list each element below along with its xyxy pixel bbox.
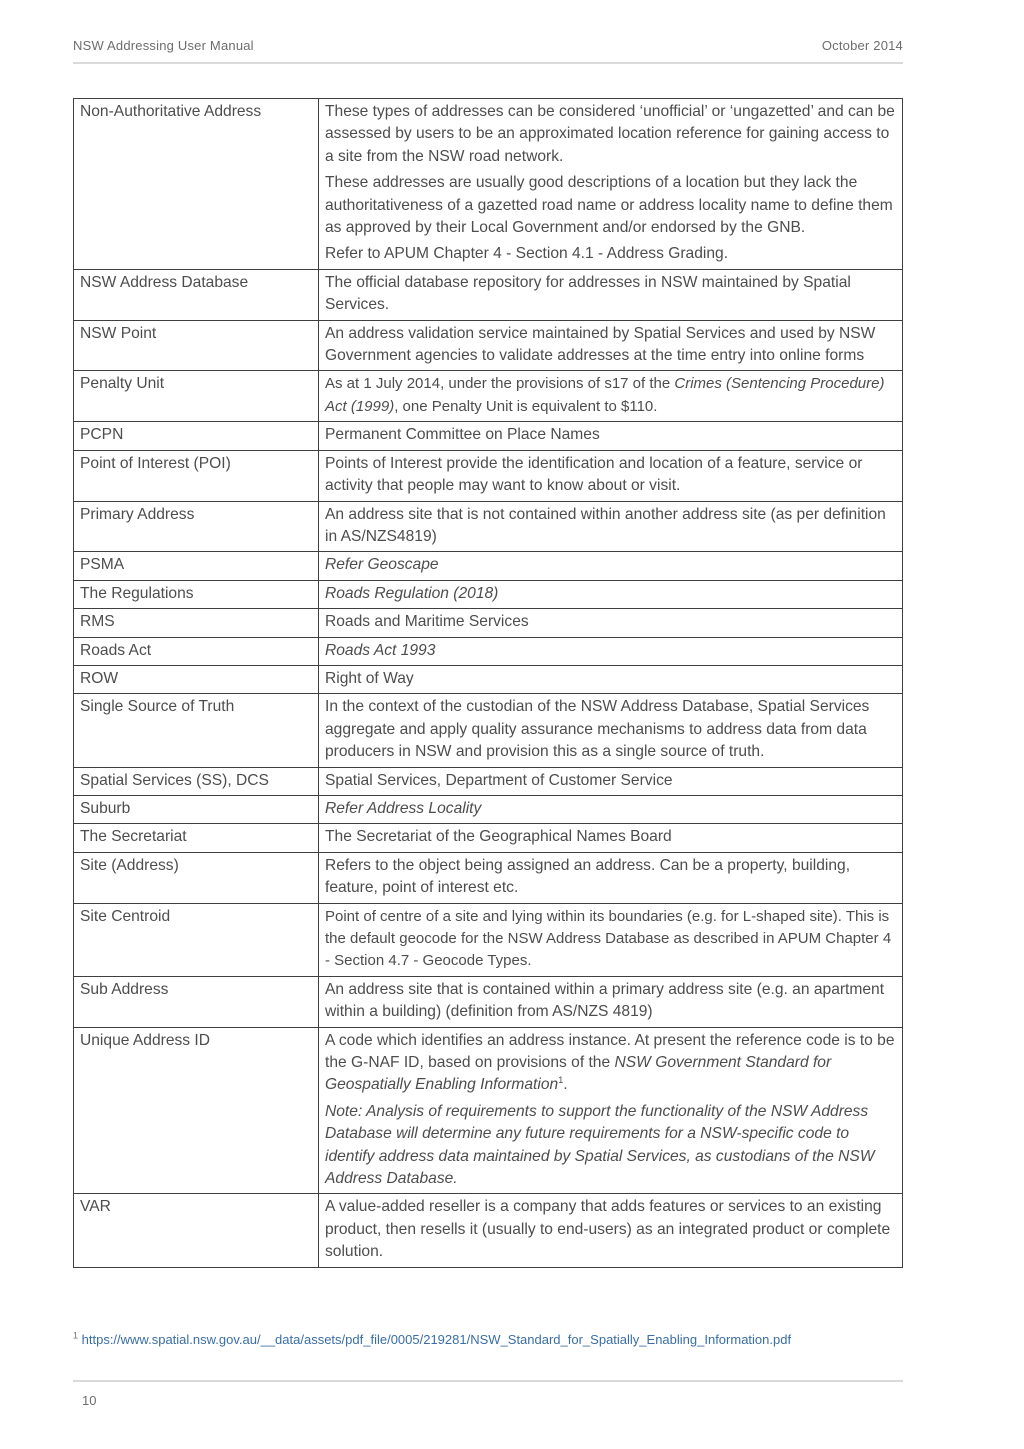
term-cell: Suburb <box>74 795 319 823</box>
term-cell: Single Source of Truth <box>74 694 319 767</box>
table-row <box>74 609 903 637</box>
definition-cell: Spatial Services, Department of Customer Service <box>319 767 903 795</box>
definition-text: As at 1 July 2014, under the provisions of s17 of the <box>325 375 675 393</box>
standard-title: NSW Government Standard for Geospatially Enabling Information <box>325 1054 832 1094</box>
definition-cell <box>319 371 903 422</box>
table-row <box>74 637 903 665</box>
term-cell: Unique Address ID <box>74 1027 319 1194</box>
act-title: Crimes (Sentencing Procedure) Act (1999) <box>325 375 885 415</box>
table-row <box>74 552 903 580</box>
term-cell: Primary Address <box>74 501 319 552</box>
term-cell: PSMA <box>74 552 319 580</box>
definition-cell: An address validation service maintained by Spatial Services and used by NSW Government agencies to validate addresses at the time entry into online forms <box>319 320 903 371</box>
definition-cell: Roads Act 1993 <box>319 637 903 665</box>
definition-paragraph: These types of addresses can be considered ‘unofficial’ or ‘ungazetted’ and can be assessed by users to be an approximated location reference for gaining access to a site from the NSW road network. <box>325 103 895 165</box>
table-row <box>74 903 903 976</box>
table-row <box>74 269 903 320</box>
page-header <box>73 38 903 64</box>
definition-cell: A value-added reseller is a company that adds features or services to an existing product, then resells it (usually to end-users) as an integrated product or complete solution. <box>319 1194 903 1267</box>
term-cell: Spatial Services (SS), DCS <box>74 767 319 795</box>
definition-text: , one Penalty Unit is equivalent to $110. <box>394 397 658 415</box>
definition-cell: Refers to the object being assigned an address. Can be a property, building, feature, point of interest etc. <box>319 852 903 903</box>
definition-paragraph <box>325 1030 896 1097</box>
table-row <box>74 852 903 903</box>
footnote-marker: 1 <box>558 1075 564 1086</box>
table-row <box>74 665 903 693</box>
table-row <box>74 795 903 823</box>
table-row <box>74 767 903 795</box>
footnote <box>73 1332 791 1347</box>
term-cell: ROW <box>74 665 319 693</box>
term-cell: Roads Act <box>74 637 319 665</box>
term-cell: Penalty Unit <box>74 371 319 422</box>
table-row <box>74 450 903 501</box>
table-row <box>74 371 903 422</box>
footer-divider <box>73 1380 903 1382</box>
definition-cell: Point of centre of a site and lying within its boundaries (e.g. for L-shaped site). This is the default geocode for the NSW Address Database as described in APUM Chapter 4 - Section 4.7 - Geocode Types. <box>319 903 903 976</box>
table-row <box>74 1027 903 1194</box>
document-title: NSW Addressing User Manual <box>73 38 254 53</box>
definition-cell: Roads and Maritime Services <box>319 609 903 637</box>
definition-cell: The Secretariat of the Geographical Names Board <box>319 824 903 852</box>
term-cell: Point of Interest (POI) <box>74 450 319 501</box>
footnote-marker: 1 <box>73 1330 79 1341</box>
definition-cell: An address site that is not contained within another address site (as per definition in AS/NZS4819) <box>319 501 903 552</box>
term-cell: NSW Address Database <box>74 269 319 320</box>
table-row <box>74 824 903 852</box>
term-cell: Site (Address) <box>74 852 319 903</box>
definition-text: . <box>563 1076 568 1094</box>
page-number: 10 <box>82 1393 97 1408</box>
table-row <box>74 501 903 552</box>
definition-cell: Roads Regulation (2018) <box>319 580 903 608</box>
term-cell: The Regulations <box>74 580 319 608</box>
definition-text: A code which identifies an address instance. At present the reference code is to be the G-NAF ID, based on provisions of the <box>325 1031 895 1072</box>
definition-cell: In the context of the custodian of the NSW Address Database, Spatial Services aggregate and apply quality assurance mechanisms to address data from data producers in NSW and provision this as a single source of truth. <box>319 694 903 767</box>
definition-note: Note: Analysis of requirements to support the functionality of the NSW Address Database will determine any future requirements for a NSW-specific code to identify address data maintained by Spatial Services, as custodians of the NSW Address Database. <box>325 1102 875 1188</box>
term-cell: RMS <box>74 609 319 637</box>
term-cell: PCPN <box>74 422 319 450</box>
definition-cell: The official database repository for addresses in NSW maintained by Spatial Services. <box>319 269 903 320</box>
definition-cell: Refer Address Locality <box>319 795 903 823</box>
definition-cell <box>319 1027 903 1194</box>
term-cell: VAR <box>74 1194 319 1267</box>
term-cell: The Secretariat <box>74 824 319 852</box>
table-row <box>74 976 903 1027</box>
term-cell: NSW Point <box>74 320 319 371</box>
definition-cell <box>319 99 903 270</box>
footnote-link[interactable]: https://www.spatial.nsw.gov.au/__data/assets/pdf_file/0005/219281/NSW_Standard_for_Spatially_Enabling_Information.pdf <box>81 1332 792 1347</box>
term-cell: Non-Authoritative Address <box>74 99 319 270</box>
table-row <box>74 1194 903 1267</box>
definition-cell: Points of Interest provide the identification and location of a feature, service or activity that people may want to know about or visit. <box>319 450 903 501</box>
document-date: October 2014 <box>821 38 903 53</box>
definition-cell: Permanent Committee on Place Names <box>319 422 903 450</box>
definition-paragraph: Refer to APUM Chapter 4 - Section 4.1 - Address Grading. <box>325 245 729 263</box>
definition-paragraph: These addresses are usually good descriptions of a location but they lack the authoritativeness of a gazetted road name or address locality name to define them as approved by their Local Government and/or endorsed by the GNB. <box>325 174 893 237</box>
table-row <box>74 580 903 608</box>
definition-cell: An address site that is contained within a primary address site (e.g. an apartment within a building) (definition from AS/NZS 4819) <box>319 976 903 1027</box>
term-cell: Sub Address <box>74 976 319 1027</box>
glossary-table <box>73 98 903 1268</box>
table-row <box>74 694 903 767</box>
table-row <box>74 99 903 270</box>
table-row <box>74 422 903 450</box>
term-cell: Site Centroid <box>74 903 319 976</box>
definition-cell: Right of Way <box>319 665 903 693</box>
table-row <box>74 320 903 371</box>
definition-cell: Refer Geoscape <box>319 552 903 580</box>
